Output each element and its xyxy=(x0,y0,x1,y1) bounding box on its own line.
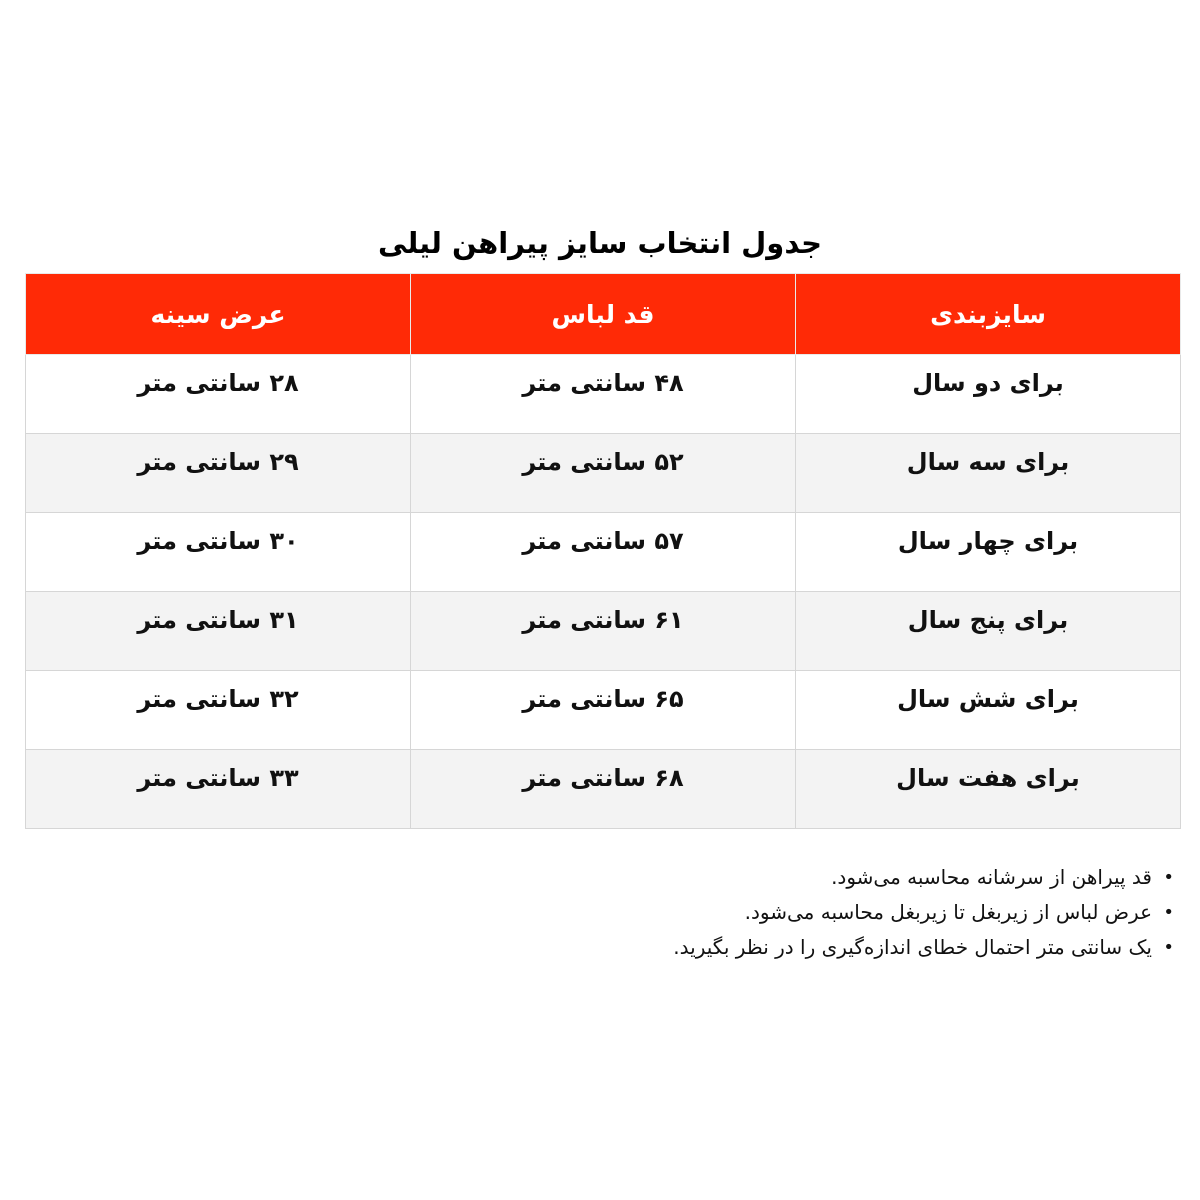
cell-length: ۶۵ سانتی متر xyxy=(411,671,796,750)
page-title: جدول انتخاب سایز پیراهن لیلی xyxy=(378,226,822,260)
cell-length: ۶۸ سانتی متر xyxy=(411,750,796,829)
note-item xyxy=(452,860,1174,895)
cell-size: برای چهار سال xyxy=(796,513,1181,592)
note-text: قد پیراهن از سرشانه محاسبه می‌شود. xyxy=(831,865,1152,889)
bullet-icon: • xyxy=(1163,867,1174,888)
note-text: یک سانتی متر احتمال خطای اندازه‌گیری را در نظر بگیرید. xyxy=(673,935,1152,959)
table-header xyxy=(26,274,1181,355)
cell-length: ۵۷ سانتی متر xyxy=(411,513,796,592)
note-item xyxy=(452,895,1174,930)
cell-chest-width: ۳۲ سانتی متر xyxy=(26,671,411,750)
column-header-chest-width: عرض سینه xyxy=(26,274,411,355)
bullet-icon: • xyxy=(1163,902,1174,923)
cell-chest-width: ۲۹ سانتی متر xyxy=(26,434,411,513)
cell-size: برای دو سال xyxy=(796,355,1181,434)
size-chart-table xyxy=(25,273,1181,829)
cell-size: برای سه سال xyxy=(796,434,1181,513)
note-item xyxy=(452,930,1174,965)
note-text: عرض لباس از زیربغل تا زیربغل محاسبه می‌شود. xyxy=(744,900,1152,924)
cell-chest-width: ۳۱ سانتی متر xyxy=(26,592,411,671)
cell-chest-width: ۳۰ سانتی متر xyxy=(26,513,411,592)
table-row xyxy=(26,592,1181,671)
cell-length: ۶۱ سانتی متر xyxy=(411,592,796,671)
cell-size: برای شش سال xyxy=(796,671,1181,750)
table-row xyxy=(26,355,1181,434)
cell-length: ۴۸ سانتی متر xyxy=(411,355,796,434)
cell-size: برای هفت سال xyxy=(796,750,1181,829)
column-header-size: سایزبندی xyxy=(796,274,1181,355)
table-row xyxy=(26,513,1181,592)
column-header-length: قد لباس xyxy=(411,274,796,355)
table-body xyxy=(26,355,1181,829)
notes-list xyxy=(452,860,1174,965)
table-row xyxy=(26,750,1181,829)
cell-chest-width: ۲۸ سانتی متر xyxy=(26,355,411,434)
bullet-icon: • xyxy=(1163,937,1174,958)
header-row xyxy=(26,274,1181,355)
cell-chest-width: ۳۳ سانتی متر xyxy=(26,750,411,829)
table-row xyxy=(26,434,1181,513)
cell-length: ۵۲ سانتی متر xyxy=(411,434,796,513)
cell-size: برای پنج سال xyxy=(796,592,1181,671)
table-row xyxy=(26,671,1181,750)
